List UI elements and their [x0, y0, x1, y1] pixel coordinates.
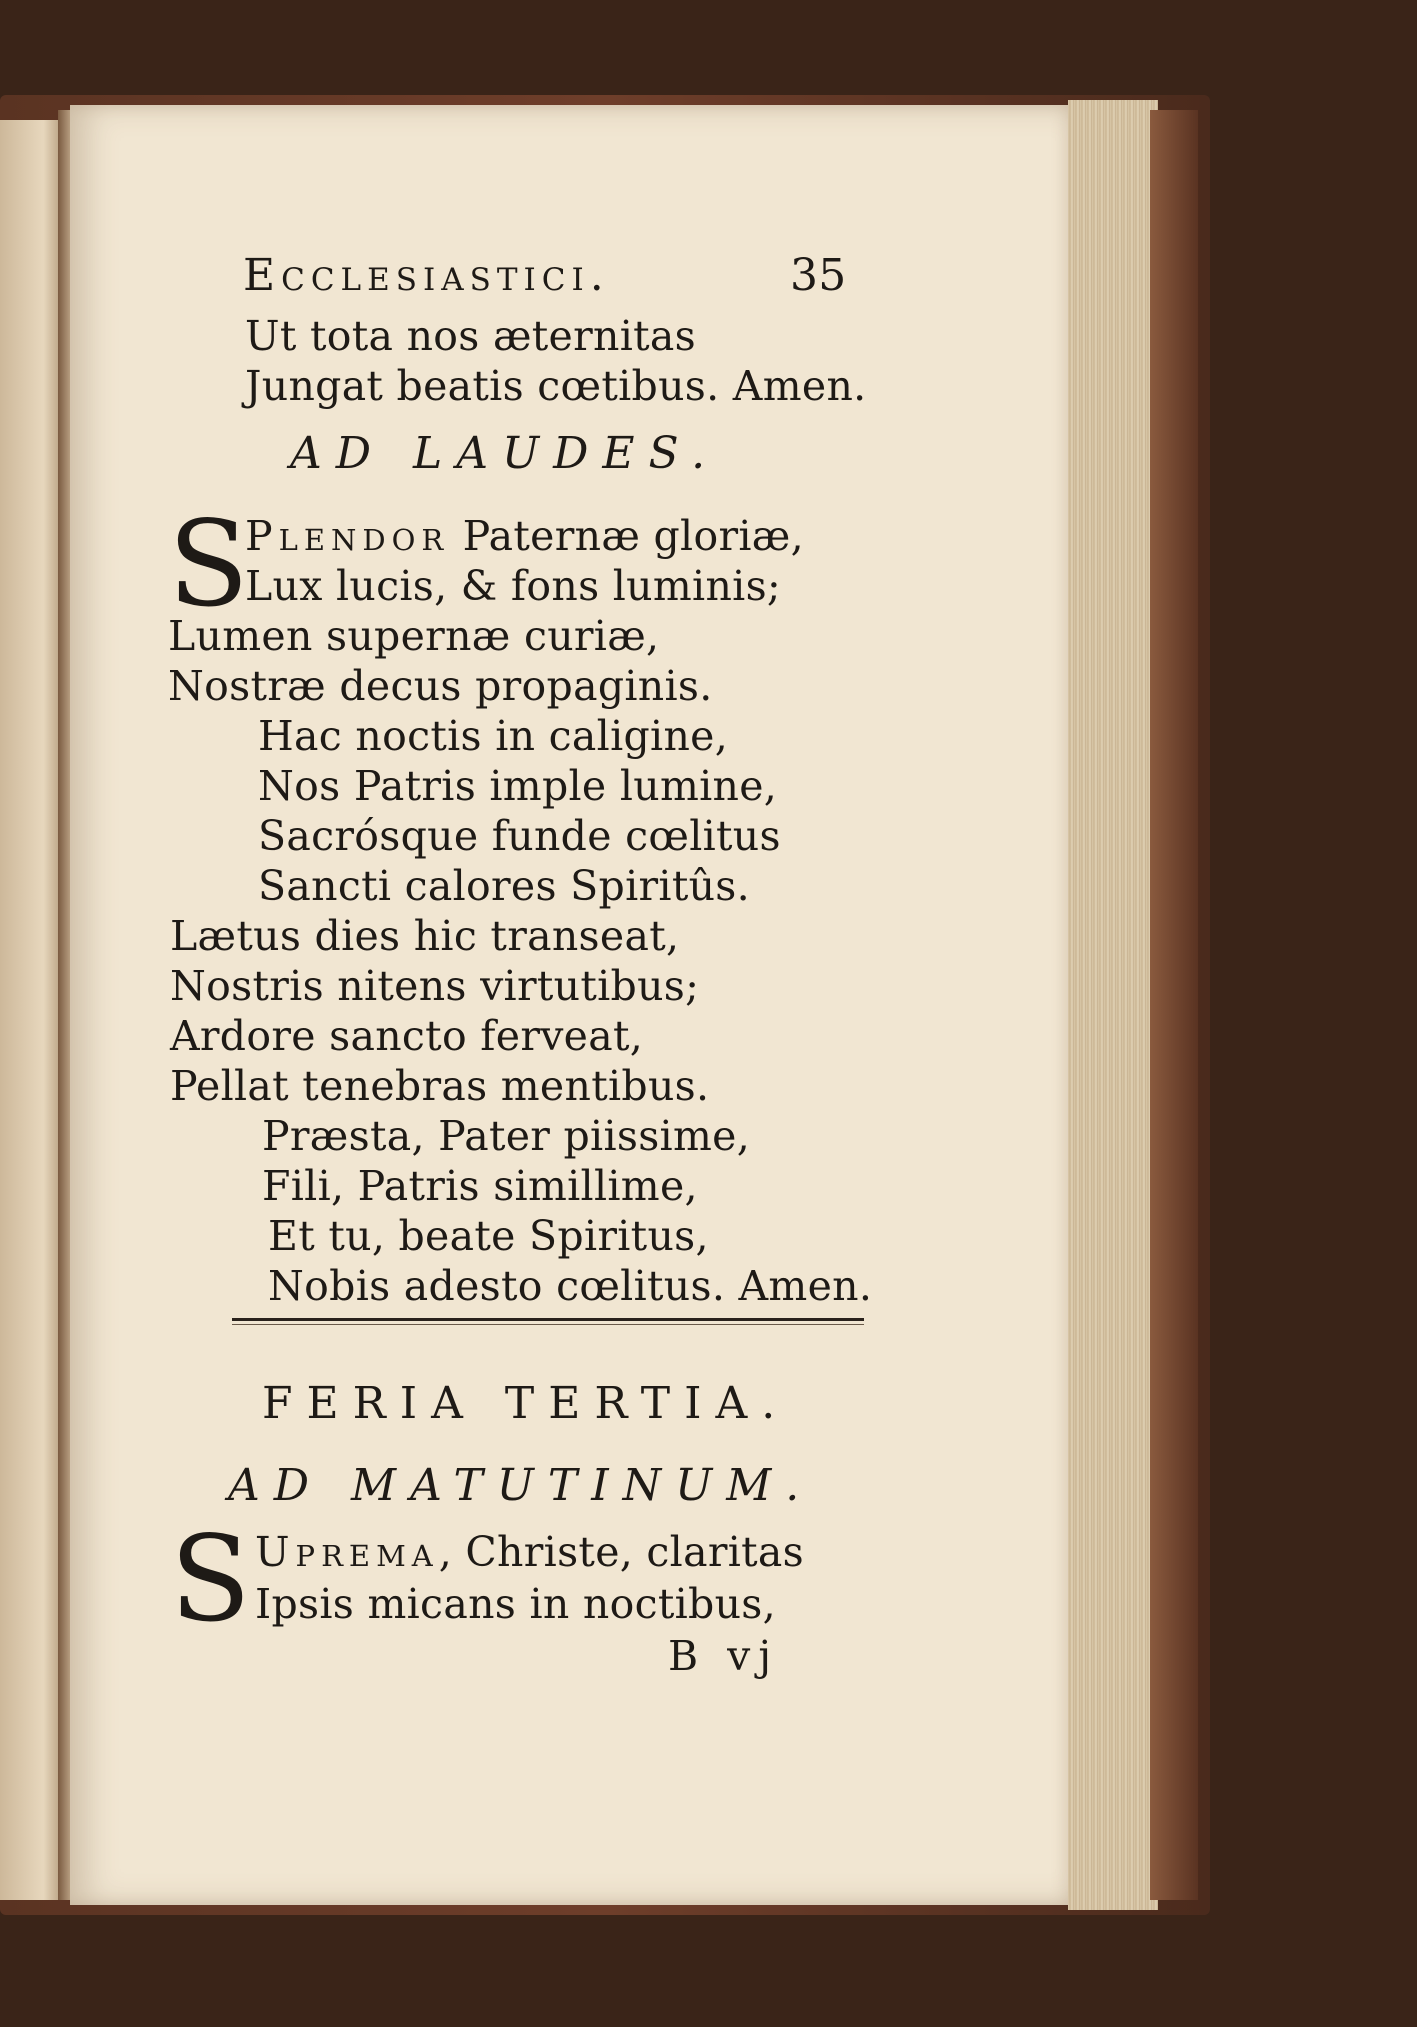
verse-line: Ut tota nos æternitas — [245, 312, 696, 360]
running-head-title: Ecclesiastici. — [243, 250, 610, 301]
cover-edge — [1150, 110, 1198, 1900]
horizontal-rule-thin — [232, 1324, 864, 1325]
verse-line: Hac noctis in caligine, — [258, 712, 729, 760]
first-word: Uprema — [255, 1528, 439, 1576]
verse-line: Nos Patris imple lumine, — [258, 762, 778, 810]
first-line-rest: , Christe, claritas — [438, 1528, 805, 1576]
verse-line: Et tu, beate Spiritus, — [268, 1212, 709, 1260]
page-number: 35 — [790, 250, 847, 301]
verse-line: Præsta, Pater piissime, — [262, 1112, 751, 1160]
first-word: Plendor — [245, 512, 450, 560]
verse-line-first — [245, 512, 804, 560]
verse-line: Jungat beatis cœtibus. Amen. — [245, 362, 867, 410]
verse-line: Lætus dies hic transeat, — [170, 912, 680, 960]
verse-line: Nostræ decus propaginis. — [168, 662, 713, 710]
section-title: AD LAUDES. — [290, 428, 720, 479]
verse-line: Sancti calores Spiritûs. — [258, 862, 750, 910]
verse-line: Sacrósque funde cœlitus — [258, 812, 781, 860]
verse-line: Nobis adesto cœlitus. Amen. — [268, 1262, 873, 1310]
verse-line: Fili, Patris simillime, — [262, 1162, 698, 1210]
drop-cap: S — [168, 495, 249, 633]
verse-line: Ipsis micans in noctibus, — [255, 1580, 776, 1628]
verse-line: Pellat tenebras mentibus. — [170, 1062, 710, 1110]
section-title: AD MATUTINUM. — [228, 1460, 814, 1511]
first-line-rest: Paternæ gloriæ, — [462, 512, 804, 560]
verse-line-first — [255, 1528, 804, 1576]
horizontal-rule — [232, 1318, 864, 1321]
page-fore-edge — [1068, 100, 1158, 1910]
verse-line: Nostris nitens virtutibus; — [170, 962, 700, 1010]
verse-line: Ardore sancto ferveat, — [170, 1012, 644, 1060]
section-heading: FERIA TERTIA. — [262, 1378, 790, 1429]
signature-mark: B vj — [668, 1632, 780, 1680]
drop-cap: S — [170, 1510, 251, 1648]
facing-page-edge — [0, 120, 62, 1900]
verse-line: Lumen supernæ curiæ, — [168, 612, 660, 660]
verse-line: Lux lucis, & fons luminis; — [245, 562, 782, 610]
